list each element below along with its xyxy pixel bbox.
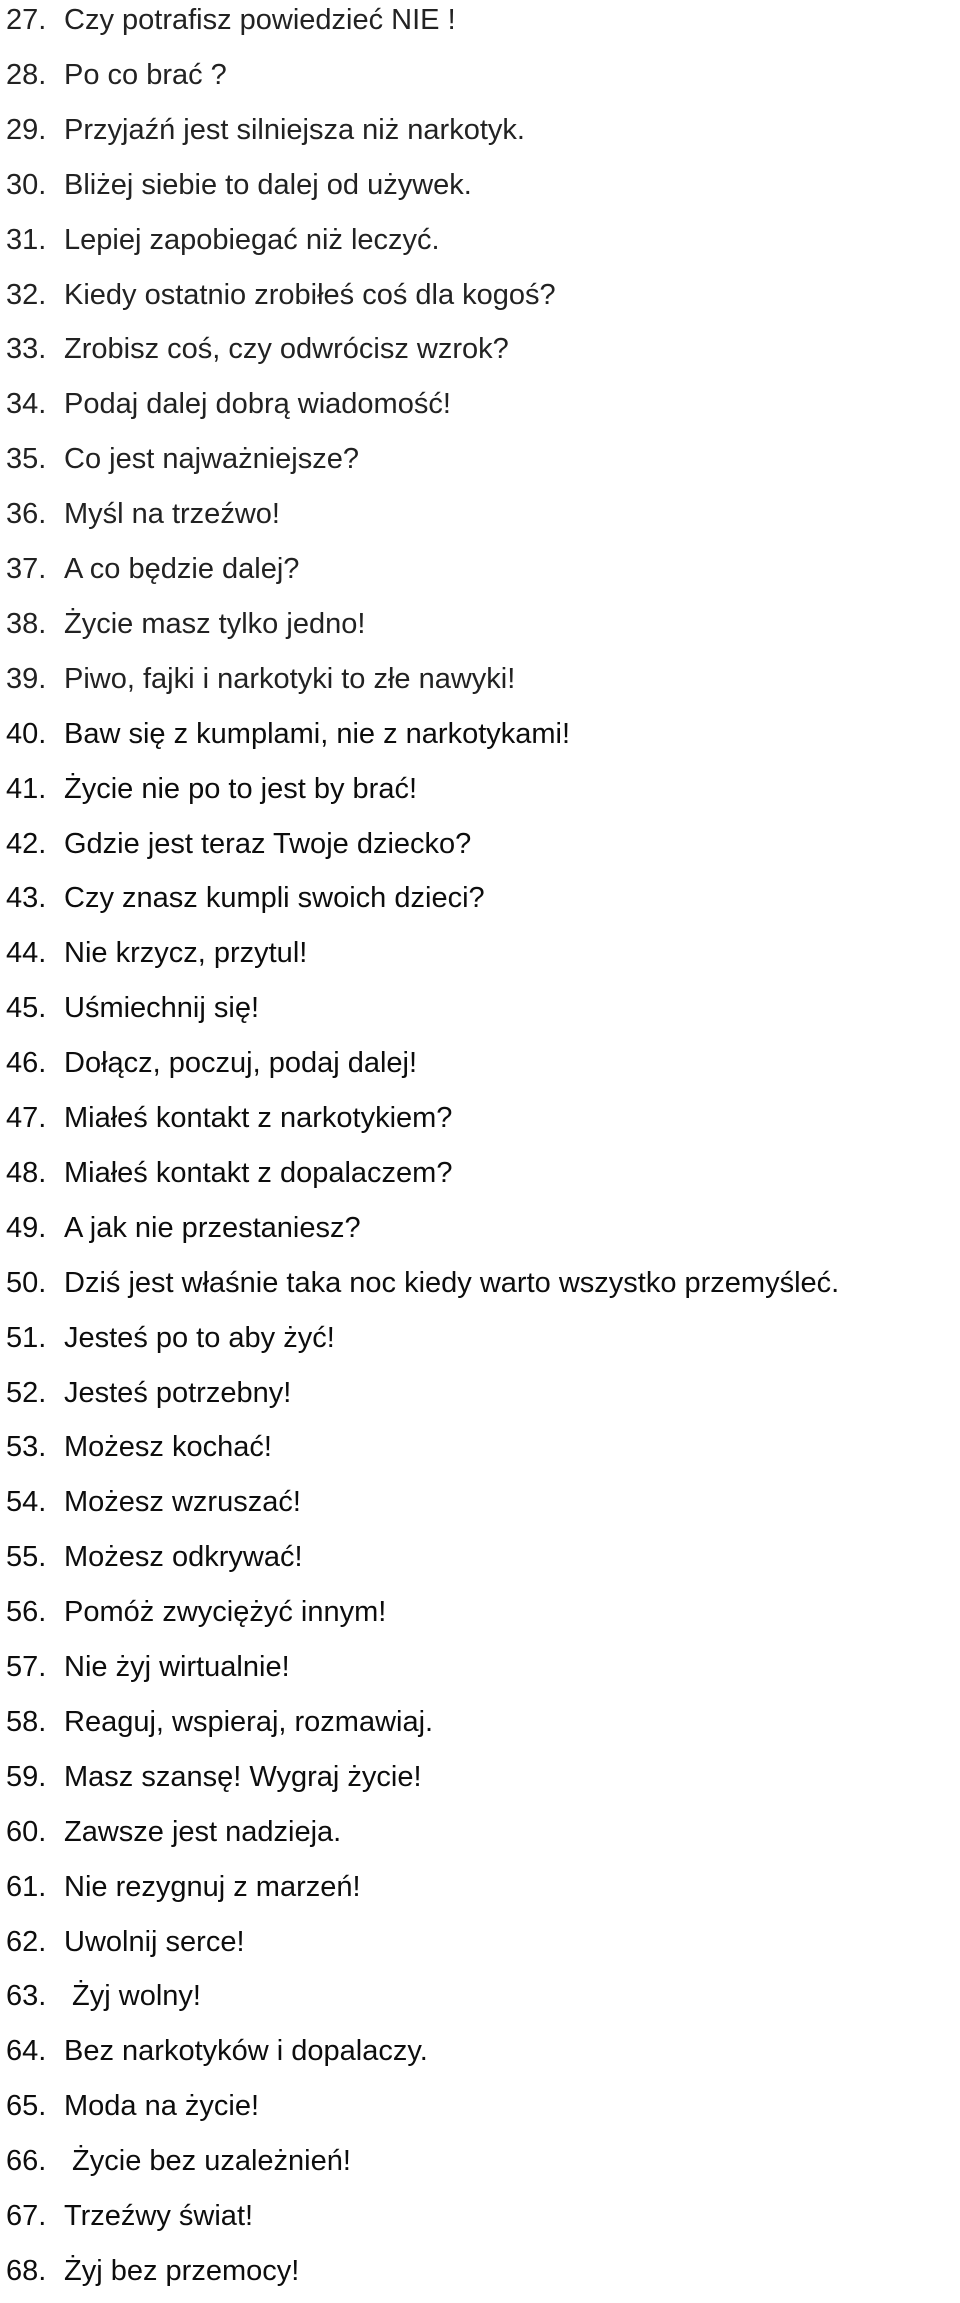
slogan-item (6, 0, 456, 40)
slogan-text: A co będzie dalej? (64, 553, 300, 585)
slogan-item (6, 1922, 245, 1962)
slogan-number: 63. (6, 1980, 47, 2012)
slogan-item (6, 1208, 361, 1248)
slogan-text: Bliżej siebie to dalej od używek. (64, 169, 472, 201)
slogan-number: 42. (6, 828, 47, 860)
slogan-text: Lepiej zapobiegać niż leczyć. (64, 224, 440, 256)
slogan-text: Zawsze jest nadzieja. (64, 1816, 342, 1848)
slogan-number: 51. (6, 1322, 47, 1354)
slogan-text: Trzeźwy świat! (64, 2200, 254, 2232)
slogan-number: 62. (6, 1926, 47, 1958)
slogan-text: Dziś jest właśnie taka noc kiedy warto wszystko przemyśleć. (64, 1267, 840, 1299)
slogan-text: Uśmiechnij się! (64, 992, 259, 1024)
slogan-text: Czy potrafisz powiedzieć NIE ! (64, 4, 456, 36)
slogan-number: 60. (6, 1816, 47, 1848)
slogan-item (6, 1318, 335, 1358)
slogan-text: Masz szansę! Wygraj życie! (64, 1761, 422, 1793)
slogan-number: 67. (6, 2200, 47, 2232)
slogan-text: Gdzie jest teraz Twoje dziecko? (64, 828, 472, 860)
slogan-text: Możesz kochać! (64, 1431, 272, 1463)
slogan-number: 52. (6, 1377, 47, 1409)
slogan-text: Żyj wolny! (64, 1980, 201, 2012)
slogan-text: Nie krzycz, przytul! (64, 937, 308, 969)
slogan-number: 37. (6, 553, 47, 585)
slogan-number: 34. (6, 388, 47, 420)
slogan-text: Reaguj, wspieraj, rozmawiaj. (64, 1706, 434, 1738)
slogan-text: Moda na życie! (64, 2090, 260, 2122)
slogan-item (6, 55, 227, 95)
slogan-text: Zrobisz coś, czy odwrócisz wzrok? (64, 333, 509, 365)
slogan-item (6, 439, 359, 479)
slogan-number: 38. (6, 608, 47, 640)
slogan-number: 35. (6, 443, 47, 475)
slogan-number: 33. (6, 333, 47, 365)
slogan-item (6, 220, 440, 260)
slogan-text: Przyjaźń jest silniejsza niż narkotyk. (64, 114, 525, 146)
slogan-number: 48. (6, 1157, 47, 1189)
slogan-item (6, 494, 280, 534)
slogan-text: Kiedy ostatnio zrobiłeś coś dla kogoś? (64, 279, 556, 311)
slogan-number: 36. (6, 498, 47, 530)
slogan-item (6, 329, 509, 369)
slogan-item (6, 2031, 428, 2071)
slogan-item (6, 384, 451, 424)
slogan-text: Uwolnij serce! (64, 1926, 245, 1958)
slogan-item (6, 769, 417, 809)
slogan-item (6, 1427, 272, 1467)
slogan-number: 46. (6, 1047, 47, 1079)
slogan-number: 43. (6, 882, 47, 914)
slogan-item (6, 1647, 290, 1687)
slogan-item (6, 1757, 422, 1797)
slogan-number: 45. (6, 992, 47, 1024)
slogan-item (6, 1537, 303, 1577)
slogan-item (6, 2251, 299, 2291)
slogan-item (6, 659, 515, 699)
slogan-item (6, 1867, 361, 1907)
slogan-item (6, 1812, 341, 1852)
slogan-number: 68. (6, 2255, 47, 2287)
slogan-text: Jesteś potrzebny! (64, 1377, 292, 1409)
slogan-item (6, 933, 307, 973)
slogan-text: Możesz odkrywać! (64, 1541, 303, 1573)
slogan-item (6, 2086, 259, 2126)
slogan-text: Podaj dalej dobrą wiadomość! (64, 388, 451, 420)
slogan-item (6, 1263, 839, 1303)
slogan-item (6, 604, 365, 644)
slogan-item (6, 1043, 417, 1083)
slogan-text: Czy znasz kumpli swoich dzieci? (64, 882, 485, 914)
slogan-text: Co jest najważniejsze? (64, 443, 359, 475)
slogan-item (6, 988, 259, 1028)
slogan-text: Bez narkotyków i dopalaczy. (64, 2035, 428, 2067)
slogan-item (6, 1482, 301, 1522)
slogan-number: 50. (6, 1267, 47, 1299)
slogan-item (6, 275, 556, 315)
slogan-number: 64. (6, 2035, 47, 2067)
slogan-text: Myśl na trzeźwo! (64, 498, 280, 530)
slogan-number: 49. (6, 1212, 47, 1244)
slogan-number: 44. (6, 937, 47, 969)
slogan-item (6, 165, 472, 205)
slogan-item (6, 714, 570, 754)
slogan-number: 58. (6, 1706, 47, 1738)
slogan-text: Pomóż zwyciężyć innym! (64, 1596, 387, 1628)
slogan-text: Możesz wzruszać! (64, 1486, 301, 1518)
slogan-text: Miałeś kontakt z narkotykiem? (64, 1102, 453, 1134)
slogan-number: 31. (6, 224, 47, 256)
slogan-item (6, 1592, 386, 1632)
slogan-number: 40. (6, 718, 47, 750)
slogan-number: 29. (6, 114, 47, 146)
slogan-item (6, 1153, 452, 1193)
slogan-item (6, 878, 485, 918)
slogan-text: Piwo, fajki i narkotyki to złe nawyki! (64, 663, 516, 695)
slogan-number: 56. (6, 1596, 47, 1628)
slogan-text: Nie rezygnuj z marzeń! (64, 1871, 361, 1903)
slogan-number: 39. (6, 663, 47, 695)
slogan-item (6, 824, 471, 864)
slogan-number: 57. (6, 1651, 47, 1683)
slogan-text: Jesteś po to aby żyć! (64, 1322, 335, 1354)
slogan-item (6, 110, 525, 150)
slogan-number: 28. (6, 59, 47, 91)
slogan-number: 61. (6, 1871, 47, 1903)
slogan-text: Życie nie po to jest by brać! (64, 773, 417, 805)
slogan-text: Życie masz tylko jedno! (64, 608, 366, 640)
slogan-text: Życie bez uzależnień! (64, 2145, 351, 2177)
slogan-item (6, 549, 299, 589)
slogan-number: 65. (6, 2090, 47, 2122)
slogan-text: Miałeś kontakt z dopalaczem? (64, 1157, 453, 1189)
slogan-text: Po co brać ? (64, 59, 227, 91)
slogan-number: 54. (6, 1486, 47, 1518)
slogan-number: 41. (6, 773, 47, 805)
slogan-text: A jak nie przestaniesz? (64, 1212, 361, 1244)
slogan-text: Baw się z kumplami, nie z narkotykami! (64, 718, 571, 750)
slogan-text: Dołącz, poczuj, podaj dalej! (64, 1047, 418, 1079)
slogan-text: Żyj bez przemocy! (64, 2255, 300, 2287)
slogan-number: 53. (6, 1431, 47, 1463)
slogan-number: 66. (6, 2145, 47, 2177)
slogan-number: 32. (6, 279, 47, 311)
slogan-number: 47. (6, 1102, 47, 1134)
slogan-number: 55. (6, 1541, 47, 1573)
slogan-number: 59. (6, 1761, 47, 1793)
slogan-item (6, 1976, 201, 2016)
slogan-item (6, 1373, 291, 1413)
slogan-item (6, 2141, 351, 2181)
slogan-number: 27. (6, 4, 47, 36)
slogan-item (6, 2196, 253, 2236)
slogan-item (6, 1098, 452, 1138)
slogan-item (6, 1702, 433, 1742)
slogan-number: 30. (6, 169, 47, 201)
slogan-text: Nie żyj wirtualnie! (64, 1651, 290, 1683)
